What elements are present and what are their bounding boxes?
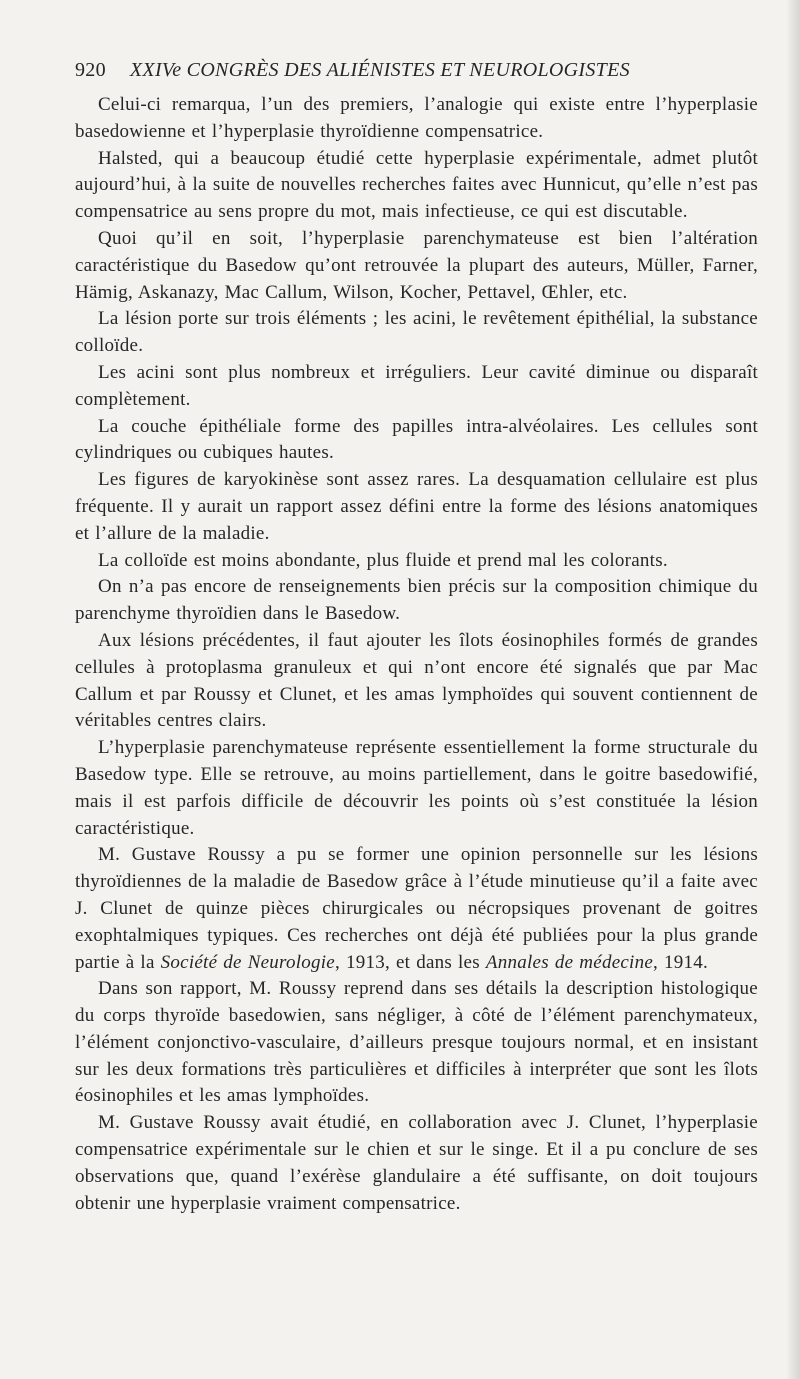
text-run: , 1913, et dans les [334, 951, 486, 973]
paragraph: Les figures de karyokinèse sont assez rares. La desquamation cellulaire est plus fréquente. Il y aurait un rapport assez défini entre la forme des lésions anatomiques et l’allure de la maladie. [75, 469, 758, 544]
paragraph: M. Gustave Roussy avait étudié, en collaboration avec J. Clunet, l’hyperplasie compensatrice expérimentale sur le chien et sur le singe. Et il a pu conclure de ses observations que, quand l’exérèse glandulaire a été suffisante, on doit toujours obtenir une hyperplasie vraiment compensatrice. [75, 1112, 758, 1214]
journal-title: Société de Neurologie [160, 951, 335, 973]
paragraph: La lésion porte sur trois éléments ; les acini, le revêtement épithélial, la substance colloïde. [75, 308, 758, 357]
page-header [75, 58, 758, 82]
paragraph: La colloïde est moins abondante, plus fluide et prend mal les colorants. [98, 549, 668, 571]
paragraph: Dans son rapport, M. Roussy reprend dans ses détails la description histologique du corps thyroïde basedowien, sans négliger, à côté de l’élément parenchymateux, l’élément conjonctivo-vasculaire, d’ailleurs presque toujours normal, et en insistant sur les deux formations très particulières et difficiles à interpréter que sont les îlots éosinophiles et les amas lymphoïdes. [75, 978, 758, 1107]
paragraph: Quoi qu’il en soit, l’hyperplasie parenchymateuse est bien l’altération caractéristique du Basedow qu’ont retrouvée la plupart des auteurs, Müller, Farner, Hämig, Askanazy, Mac Callum, Wilson, Kocher, Pettavel, Œhler, etc. [75, 227, 758, 303]
page-edge-shadow [786, 0, 800, 1379]
paragraph: La couche épithéliale forme des papilles intra-alvéolaires. Les cellules sont cylindriques ou cubiques hautes. [75, 415, 758, 464]
paragraph: Aux lésions précédentes, il faut ajouter les îlots éosinophiles formés de grandes cellules à protoplasma granuleux et qui n’ont encore été signalés que par Mac Callum et par Roussy et Clunet, et les amas lymphoïdes qui souvent contiennent de véritables centres clairs. [75, 629, 758, 732]
body-text [75, 92, 758, 1217]
page-number: 920 [75, 59, 106, 81]
paragraph: On n’a pas encore de renseignements bien précis sur la composition chimique du parenchyme thyroïdien dans le Basedow. [75, 576, 758, 625]
running-head: XXIVe CONGRÈS DES ALIÉNISTES ET NEUROLOGISTES [129, 59, 630, 81]
paragraph: Halsted, qui a beaucoup étudié cette hyperplasie expérimentale, admet plutôt aujourd’hui, à la suite de nouvelles recherches faites avec Hunnicut, qu’elle n’est pas compensatrice au sens propre du mot, mais infectieuse, ce qui est discutable. [75, 147, 758, 223]
paragraph-roussy [75, 842, 758, 976]
paragraph: L’hyperplasie parenchymateuse représente essentiellement la forme structurale du Basedow type. Elle se retrouve, au moins partiellement, dans le goitre basedowifié, mais il est parfois difficile de découvrir les points où s’est constituée la lésion caractéristique. [75, 737, 758, 839]
text-run: M. Gustave Roussy a pu se former une opinion personnelle sur les lésions thyroïdiennes de la maladie de Basedow grâce à l’étude minutieuse qu’il a faite avec J. Clunet de quinze pièces chirurgicales ou nécropsiques provenant de goitres exophtalmiques typiques. Ces recherches ont déjà été publiées pour la plus grande partie à la [75, 844, 758, 973]
paragraph: Les acini sont plus nombreux et irréguliers. Leur cavité diminue ou disparaît complètement. [75, 361, 758, 410]
journal-title: Annales de médecine [485, 951, 654, 973]
paragraph: Celui-ci remarqua, l’un des premiers, l’analogie qui existe entre l’hyperplasie basedowienne et l’hyperplasie thyroïdienne compensatrice. [75, 94, 758, 142]
text-run: , 1914. [653, 951, 709, 973]
